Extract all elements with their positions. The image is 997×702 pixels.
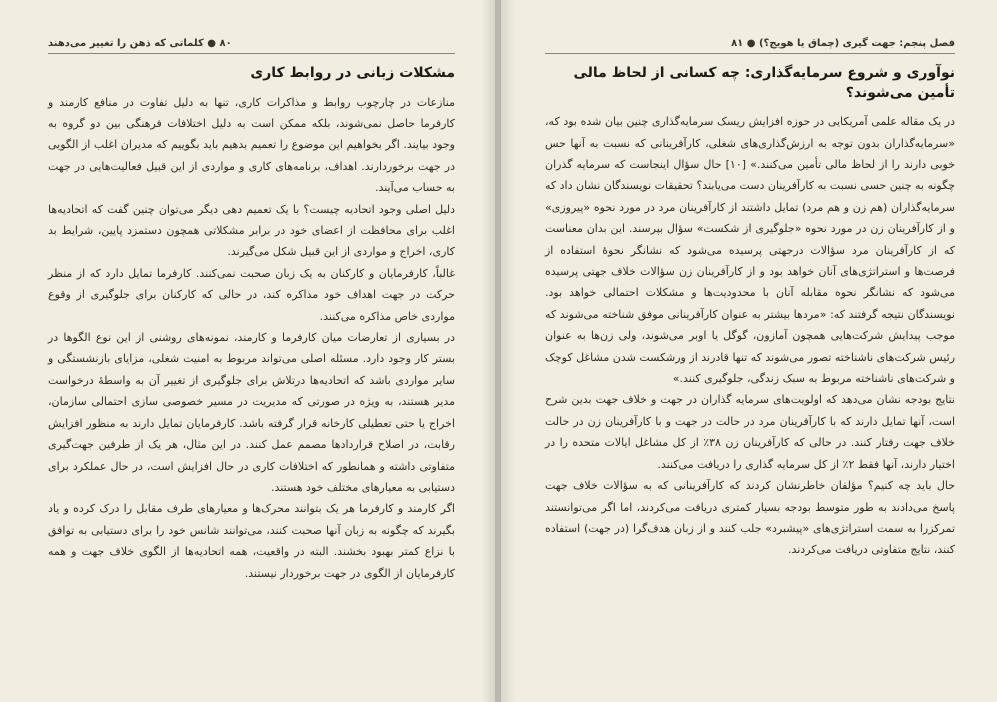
- section-title: مشکلات زبانی در روابط کاری: [250, 65, 455, 81]
- running-head: فصل پنجم: جهت گیری (چماق یا هویج؟) ● ۸۱: [545, 38, 955, 54]
- gutter-shadow: [481, 0, 495, 702]
- paragraph: دلیل اصلی وجود اتحادیه چیست؟ با یک تعمیم دهی دیگر می‌توان چنین گفت که اتحادیه‌ها اغلب برای محافظت از اعضای خود در برابر مشکلاتی همچون دستمزد پایین، شرایط بد کاری، اخراج و مواردی از این قبیل شکل می‌گیرند.: [48, 202, 455, 259]
- gutter-shadow: [501, 0, 515, 702]
- paragraph: در یک مقاله علمی آمریکایی در حوزه افزایش ریسک سرمایه‌گذاری چنین بیان شده بود که، «سرمایه‌گذاران بدون توجه به ارزش‌گذاری‌های شغلی، کارآفرینانی که نسبت به آنها حس خوبی دارند را از لحاظ مالی تأمین می‌کنند.» [۱۰] حال سؤال اینجاست که سرمایه گذران چگونه به چنین حسی نسبت به کارآفرینان دست می‌یابند؟ تحقیقات نویسندگان نشان داد که سرمایه‌گذاران (هم زن و هم مرد) تمایل داشتند از کارآفرینان مرد در مورد نحوه «پیروزی» و از کارآفرینان زن در مورد نحوه «جلوگیری از شکست» سؤال بپرسند. این بدان معناست که از کارآفرینان مرد سؤالات درجهتی پرسیده می‌شود که نشانگر نحوهٔ استفاده از فرصت‌ها و استراتژی‌های آنان خواهد بود و از کارآفرینان زن سؤالات خلاف جهتی پرسیده می‌شود که نشانگر نحوه مقابله آنان با محدودیت‌ها و مشکلات احتمالی خواهد بود. نویسندگان نتیجه گرفتند که: «مردها بیشتر به عنوان کارآفرینانی موفق شناخته می‌شوند که موجب پیدایش شرکت‌هایی همچون آمازون، گوگل یا اوبر می‌شوند، ولی زن‌ها به عنوان رئیس شرکت‌های ناشناخته تصور می‌شوند که تنها قادرند از ورشکست شدن مشاغل کوچک و شرکت‌های ناشناخته مربوط به سبک زندگی، جلوگیری کنند.»: [545, 115, 955, 386]
- paragraph: حال باید چه کنیم؟ مؤلفان خاطرنشان کردند که کارآفرینانی که به سؤالات خلاف جهت پاسخ می‌دادند به طور متوسط بودجه بسیار کمتری دریافت می‌کردند، اما اگر می‌توانستند تمرکزرا به سمت استراتژی‌های «پیشبرد» جلب کنند و از زبان هدف‌گرا (در جهت) استفاده کنند، نتایج متفاوتی دریافت می‌کردند.: [545, 479, 955, 557]
- running-head: ۸۰ ● کلماتی که ذهن را تغییر می‌دهند: [48, 38, 455, 54]
- left-page: [0, 0, 495, 702]
- section-title: نوآوری و شروع سرمایه‌گذاری: چه کسانی از لحاظ مالی تأمین می‌شوند؟: [573, 65, 955, 101]
- paragraph: اگر کارمند و کارفرما هر یک بتوانند محرک‌ها و معیارهای طرف مقابل را درک کرده و یاد بگیرند که چگونه به زبان آنها صحبت کنند، می‌توانند شانس خود را برای دستیابی به توافق با نزاع کمتر بهبود بخشند. البته در واقعیت، همه اتحادیه‌ها از الگوی خلاف جهت و همه کارفرمایان از الگوی در جهت برخوردار نیستند.: [48, 502, 455, 580]
- paragraph: منازعات در چارچوب روابط و مذاکرات کاری، تنها به دلیل تفاوت در منافع کارمند و کارفرما حاصل نمی‌شوند، بلکه ممکن است به دلیل اختلافات فرهنگی بین دو گروه به وجود بیایند. اگر بخواهیم این موضوع را تعمیم بدهیم باید بگوییم که مدیران اغلب از الگویی در جهت برخوردارند. اهداف، برنامه‌های کاری و مواردی از این قبیل فعالیت‌هایی در جهت به حساب می‌آیند.: [48, 95, 455, 195]
- right-page: [501, 0, 997, 702]
- paragraph: نتایج بودجه نشان می‌دهد که اولویت‌های سرمایه گذاران در جهت و خلاف جهت بدین شرح است، آنها تمایل دارند که با کارآفرینان مرد در حالت در جهت و با کارآفرینان زن در حالت خلاف جهت رفتار کنند. در حالی که کارآفرینان زن ۳۸٪ از کل مشاغل ایالات متحده را در اختیار دارند، آنها فقط ۲٪ از کل سرمایه گذاری را دریافت می‌کنند.: [545, 393, 955, 471]
- paragraph: در بسیاری از تعارضات میان کارفرما و کارمند، نمونه‌های روشنی از این نوع الگوها در بستر کار وجود دارد. مسئله اصلی می‌تواند مربوط به امنیت شغلی، مزایای بازنشستگی و سایر مواردی باشد که اتحادیه‌ها درتلاش برای جلوگیری از تغییر آن به واسطهٔ درخواست مدیر هستند، به ویژه در صورتی که مدیریت در مسیر خصوصی سازی احتمالی سازمان، اخراج یا حتی تعطیلی کارخانه قرار گرفته باشد. کارفرمایان تمایل دارند به منظور افزایش رقابت، در اصلاح قراردادها مصمم عمل کنند. در این مثال، هر یک از طرفین جهت‌گیری متفاوتی داشته و همانطور که اختلافات کاری در حال افزایش است، در حال عملکرد برای دستیابی به معیارهای مختلف خود هستند.: [48, 331, 455, 494]
- paragraph: غالباً، کارفرمایان و کارکنان به یک زبان صحبت نمی‌کنند. کارفرما تمایل دارد که از منظر حرکت در جهت اهداف خود مذاکره کند، در حالی که کارکنان برای جلوگیری از وقوع مواردی خاص مذاکره می‌کنند.: [48, 266, 455, 323]
